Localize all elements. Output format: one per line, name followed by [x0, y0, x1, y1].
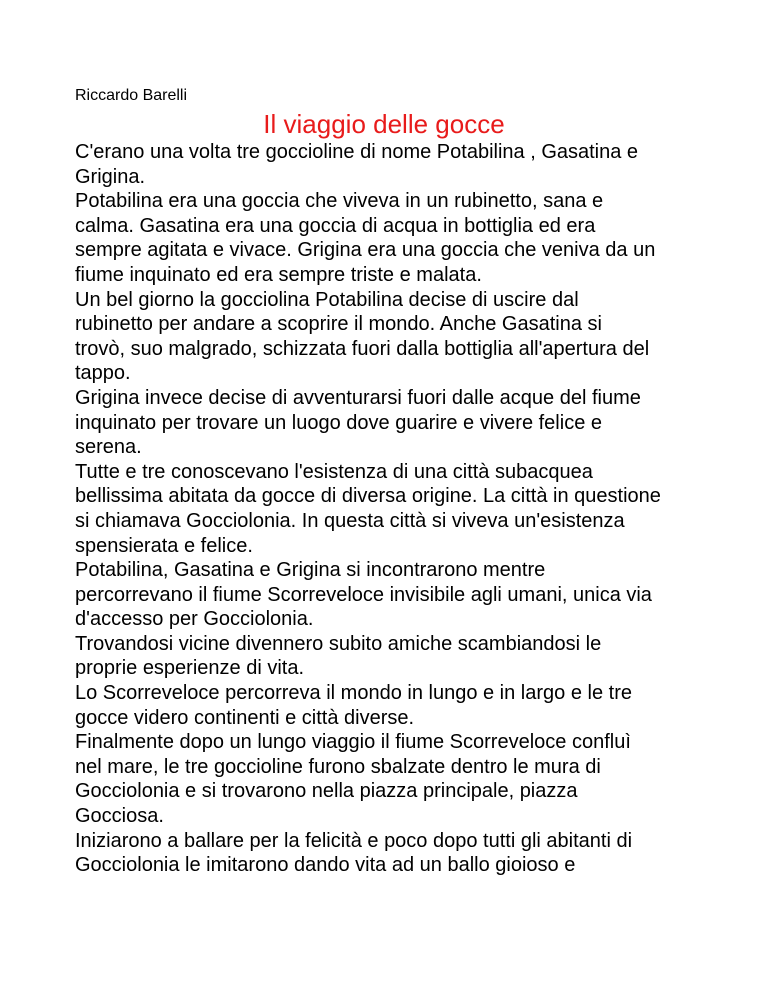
- text-line: Un bel giorno la gocciolina Potabilina decise di uscire dal: [75, 288, 579, 311]
- author-name: Riccardo Barelli: [75, 87, 188, 104]
- story-body: [75, 140, 715, 878]
- text-line: Gocciosa.: [75, 805, 164, 828]
- text-line: Potabilina, Gasatina e Grigina si incontrarono mentre: [75, 559, 546, 582]
- text-line: Trovandosi vicine divennero subito amiche scambiandosi le: [75, 632, 602, 655]
- text-line: inquinato per trovare un luogo dove guarire e vivere felice e: [75, 411, 602, 434]
- text-line: Grigina invece decise di avventurarsi fuori dalle acque del fiume: [75, 386, 641, 409]
- text-line: fiume inquinato ed era sempre triste e malata.: [75, 263, 482, 286]
- text-line: si chiamava Gocciolonia. In questa città si viveva un'esistenza: [75, 509, 625, 532]
- text-line: Gocciolonia e si trovarono nella piazza principale, piazza: [75, 780, 578, 803]
- text-line: bellissima abitata da gocce di diversa origine. La città in questione: [75, 485, 661, 508]
- text-line: Potabilina era una goccia che viveva in un rubinetto, sana e: [75, 190, 604, 213]
- text-line: tappo.: [75, 362, 131, 385]
- text-line: Finalmente dopo un lungo viaggio il fiume Scorreveloce confluì: [75, 731, 631, 754]
- text-line: percorrevano il fiume Scorreveloce invisibile agli umani, unica via: [75, 583, 652, 606]
- text-line: spensierata e felice.: [75, 534, 253, 557]
- text-line: serena.: [75, 436, 142, 459]
- text-line: d'accesso per Gocciolonia.: [75, 608, 314, 631]
- text-line: Iniziarono a ballare per la felicità e poco dopo tutti gli abitanti di: [75, 829, 633, 852]
- text-line: trovò, suo malgrado, schizzata fuori dalla bottiglia all'apertura del: [75, 337, 650, 360]
- text-line: Grigina.: [75, 165, 146, 188]
- text-line: proprie esperienze di vita.: [75, 657, 305, 680]
- text-line: Lo Scorreveloce percorreva il mondo in lungo e in largo e le tre: [75, 682, 632, 705]
- text-line: C'erano una volta tre goccioline di nome Potabilina , Gasatina e: [75, 141, 639, 163]
- text-line: sempre agitata e vivace. Grigina era una goccia che veniva da un: [75, 239, 656, 262]
- text-line: Tutte e tre conoscevano l'esistenza di una città subacquea: [75, 460, 593, 483]
- text-line: calma. Gasatina era una goccia di acqua in bottiglia ed era: [75, 214, 596, 237]
- text-line: gocce videro continenti e città diverse.: [75, 706, 415, 729]
- document-title: Il viaggio delle gocce: [263, 109, 505, 139]
- text-line: Gocciolonia le imitarono dando vita ad un ballo gioioso e: [75, 854, 576, 877]
- text-line: rubinetto per andare a scoprire il mondo. Anche Gasatina si: [75, 313, 602, 336]
- text-line: nel mare, le tre goccioline furono sbalzate dentro le mura di: [75, 755, 601, 778]
